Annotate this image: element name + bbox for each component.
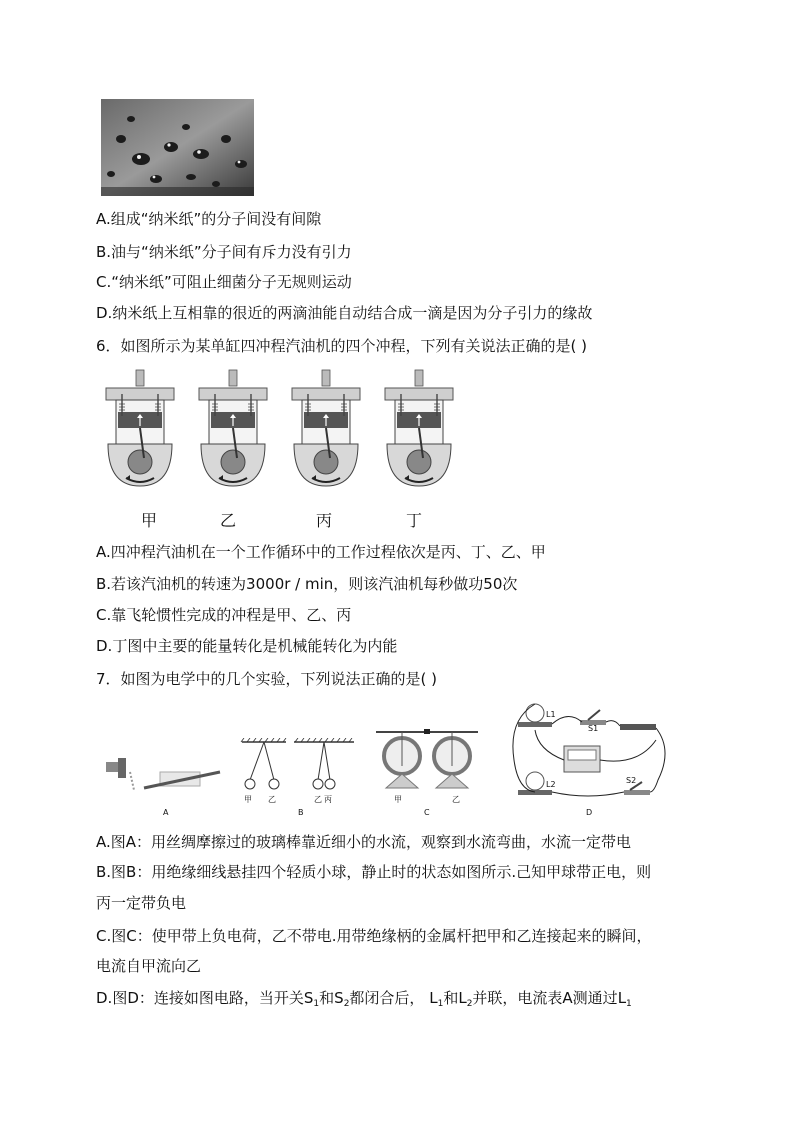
q6-option-b: B.若该汽油机的转速为3000r / min，则该汽油机每秒做功50次 <box>96 575 518 593</box>
q7-d-l1: L <box>429 989 438 1007</box>
q7-d-mid: 都闭合后， <box>349 989 425 1007</box>
figure-c-label: C <box>424 808 430 817</box>
q5-option-c: C.“纳米纸”可阻止细菌分子无规则运动 <box>96 273 352 291</box>
q5-option-b: B.油与“纳米纸”分子间有斥力没有引力 <box>96 243 352 261</box>
figure-b-ball-yi-2: 乙 <box>314 795 322 804</box>
figure-d-l1: L1 <box>546 710 556 719</box>
q6-option-c: C.靠飞轮惯性完成的冲程是甲、乙、丙 <box>96 606 352 624</box>
figure-d-label: D <box>586 808 593 817</box>
figure-b-ball-yi: 乙 <box>268 795 276 804</box>
q5-option-d: D.纳米纸上互相靠的很近的两滴油能自动结合成一滴是因为分子引力的缘故 <box>96 304 593 322</box>
figure-b-suspended-balls <box>238 738 360 790</box>
q7-d-and: 和 <box>319 989 335 1007</box>
nano-paper-photo <box>101 99 254 196</box>
q6-stem: 6．如图所示为某单缸四冲程汽油机的四个冲程，下列有关说法正确的是( ) <box>96 337 588 355</box>
q7-d-prefix: D.图D：连接如图电路，当开关 <box>96 989 304 1007</box>
q7-d-s1: S <box>303 989 314 1007</box>
engine-label-jia: 甲 <box>141 511 158 530</box>
q7-option-c-line2: 电流自甲流向乙 <box>96 957 202 975</box>
q7-d-l2: L <box>458 989 467 1007</box>
q7-d-l1-sub: 1 <box>437 999 444 1009</box>
q7-d-s2: S <box>334 989 344 1007</box>
figure-d-s2: S2 <box>626 776 637 785</box>
engine-stroke-diagrams <box>100 366 470 496</box>
figure-c-yi: 乙 <box>452 795 460 804</box>
figure-a-label: A <box>163 808 169 817</box>
q7-option-b-line2: 丙一定带负电 <box>96 894 187 912</box>
q7-d-s2-sub: 2 <box>343 999 350 1009</box>
q7-d-tail: 并联，电流表A测通过 <box>472 989 618 1007</box>
figure-c-jia: 甲 <box>394 795 402 804</box>
q6-option-a: A.四冲程汽油机在一个工作循环中的工作过程依次是丙、丁、乙、甲 <box>96 543 546 561</box>
figure-a-water-rod <box>100 750 230 800</box>
engine-label-bing: 丙 <box>316 511 333 530</box>
figure-b-ball-bing: 丙 <box>324 795 332 804</box>
figure-b-label: B <box>298 808 304 817</box>
q7-d-l1b-sub: 1 <box>626 999 632 1009</box>
figure-d-s1: S1 <box>588 724 599 733</box>
q7-option-d <box>96 988 632 1014</box>
q7-option-c-line1: C.图C：使甲带上负电荷，乙不带电.用带绝缘柄的金属杆把甲和乙连接起来的瞬间， <box>96 927 652 945</box>
q7-d-l1b: L <box>617 989 627 1007</box>
q5-option-a: A.组成“纳米纸”的分子间没有间隙 <box>96 210 322 228</box>
q6-option-d: D.丁图中主要的能量转化是机械能转化为内能 <box>96 637 398 655</box>
figure-d-l2: L2 <box>546 780 556 789</box>
q7-d-s1-sub: 1 <box>313 999 320 1009</box>
q7-option-b-line1: B.图B：用绝缘细线悬挂四个轻质小球，静止时的状态如图所示.己知甲球带正电，则 <box>96 863 652 881</box>
figure-b-ball-jia: 甲 <box>244 795 252 804</box>
q7-d-and2: 和 <box>443 989 459 1007</box>
figure-c-electroscopes <box>372 726 482 794</box>
engine-label-ding: 丁 <box>406 511 423 530</box>
engine-label-yi: 乙 <box>220 511 237 530</box>
figure-d-circuit <box>508 700 674 804</box>
q7-d-l2-sub: 2 <box>466 999 473 1009</box>
q7-option-a: A.图A：用丝绸摩擦过的玻璃棒靠近细小的水流，观察到水流弯曲，水流一定带电 <box>96 833 632 851</box>
q7-stem: 7．如图为电学中的几个实验，下列说法正确的是( ) <box>96 670 438 688</box>
